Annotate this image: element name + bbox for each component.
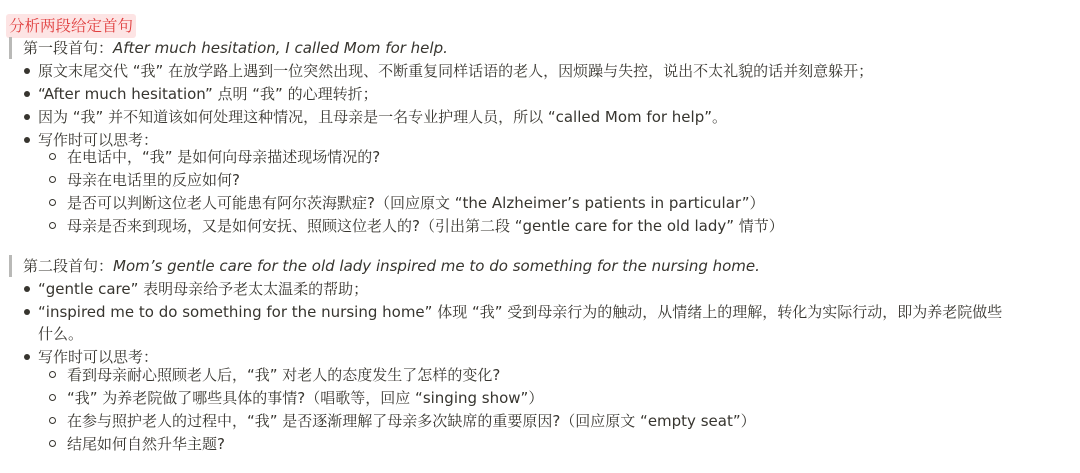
sub-bullet-circle-icon — [49, 440, 56, 447]
sub-list-item: 看到母亲耐心照顾老人后，“我” 对老人的态度发生了怎样的变化? — [67, 366, 501, 384]
sub-list-item: 母亲在电话里的反应如何? — [67, 171, 240, 189]
sub-bullet-circle-icon — [49, 417, 56, 424]
sub-list-item: 在电话中，“我” 是如何向母亲描述现场情况的? — [67, 148, 381, 166]
sub-list-item: “我” 为养老院做了哪些具体的事情?（唱歌等，回应 “singing show”） — [67, 389, 544, 407]
list-item: 写作时可以思考： — [38, 131, 159, 149]
sub-bullet-circle-icon — [49, 394, 56, 401]
sub-list-item: 是否可以判断这位老人可能患有阿尔茨海默症?（回应原文 “the Alzheimer’s patients in particular”） — [67, 194, 765, 212]
sub-list-item: 母亲是否来到现场，又是如何安抚、照顾这位老人的?（引出第二段 “gentle care for the old lady” 情节） — [67, 217, 784, 235]
list-item: “After much hesitation” 点明 “我” 的心理转折； — [38, 85, 378, 103]
list-item: “inspired me to do something for the nursing home” 体现 “我” 受到母亲行为的触动，从情绪上的理解，转化为实际行动，即为养老院做些 — [38, 303, 1003, 321]
quote-sentence: After much hesitation, I called Mom for help. — [113, 39, 448, 57]
section-heading: 分析两段给定首句 — [6, 14, 136, 38]
sub-list-item: 结尾如何自然升华主题? — [67, 435, 225, 453]
list-item-continuation: 什么。 — [38, 325, 84, 343]
quote-label: 第二段首句： — [23, 257, 114, 275]
quote-sentence: Mom’s gentle care for the old lady inspired me to do something for the nursing home. — [113, 257, 760, 275]
quote-block-first-paragraph — [9, 37, 448, 59]
list-item: 因为 “我” 并不知道该如何处理这种情况，且母亲是一名专业护理人员，所以 “called Mom for help”。 — [38, 108, 728, 126]
bullet-dot-icon — [24, 137, 30, 143]
sub-bullet-circle-icon — [49, 222, 56, 229]
bullet-dot-icon — [24, 354, 30, 360]
bullet-dot-icon — [24, 68, 30, 74]
list-item: “gentle care” 表明母亲给予老太太温柔的帮助； — [38, 280, 369, 298]
list-item: 原文末尾交代 “我” 在放学路上遇到一位突然出现、不断重复同样话语的老人，因烦躁与失控，说出不太礼貌的话并刻意躲开； — [38, 62, 874, 80]
bullet-dot-icon — [24, 114, 30, 120]
sub-bullet-circle-icon — [49, 176, 56, 183]
sub-list-item: 在参与照护老人的过程中，“我” 是否逐渐理解了母亲多次缺席的重要原因?（回应原文 “empty seat”） — [67, 412, 756, 430]
sub-bullet-circle-icon — [49, 153, 56, 160]
quote-label: 第一段首句： — [23, 39, 114, 57]
bullet-dot-icon — [24, 91, 30, 97]
bullet-dot-icon — [24, 286, 30, 292]
sub-bullet-circle-icon — [49, 199, 56, 206]
list-item: 写作时可以思考： — [38, 348, 159, 366]
quote-block-second-paragraph — [9, 255, 760, 277]
bullet-dot-icon — [24, 309, 30, 315]
sub-bullet-circle-icon — [49, 371, 56, 378]
